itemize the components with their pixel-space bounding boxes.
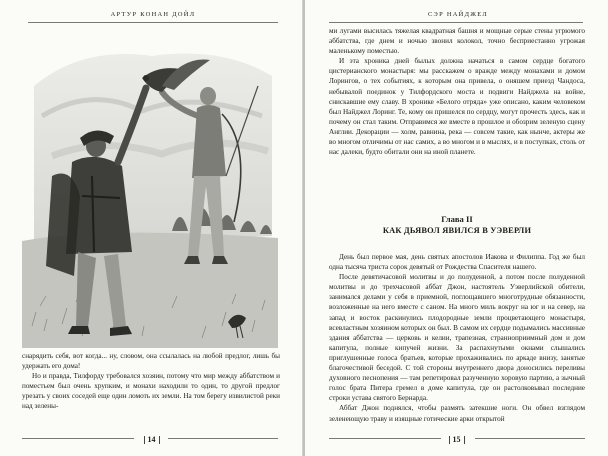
paragraph: снарядить себя, вот когда... ну, словом, она ссылалась на любой предлог, лишь бы удержать его дома! — [22, 352, 280, 371]
running-head-right: СЭР НАЙДЖЕЛ — [427, 11, 489, 18]
page-number-right — [305, 435, 608, 444]
folio-value: 15 — [449, 436, 465, 444]
paragraph: ми лугами высилась тяжелая квадратная башня и мощные серые стены угрюмого аббатства, где днем и ночью звонил колокол, точно бесприестанно угрожая маленькому поместью. — [329, 27, 585, 56]
chapter-heading — [329, 213, 585, 237]
header-rule-right — [329, 22, 583, 23]
left-body-text — [22, 351, 280, 412]
left-page — [0, 0, 303, 456]
illustration — [22, 26, 278, 348]
folio-value: 14 — [144, 436, 160, 444]
paragraph: Но и правда, Тилфорду требовался хозяин, потому что мир между аббатством и поместьем был очень хрупким, и монахи находили то один, то другой предлог урезать у своих соседей еще один ломоть их земли. На том берегу извилистой реки над зелены- — [22, 372, 280, 411]
right-page — [305, 0, 608, 456]
header-rule-left — [28, 22, 278, 23]
paragraph: Аббат Джон поднялся, чтобы размять затекшие ноги. Он обвел взглядом зеленеющую траву и изящные готические арки открытой — [329, 404, 585, 423]
page-number-left — [0, 435, 303, 444]
right-body-text-bottom — [329, 252, 585, 424]
illustration-drawing — [22, 26, 278, 348]
chapter-number: Глава II — [441, 214, 473, 224]
paragraph: После девятичасовой молитвы и до полуденной, а потом после полуденной молитвы и до трехчасовой аббат Джон, настоятель Уэверлийской обители, занимался делами у себя в приемной, поглощавшего многотрудные обязанности, возложенные на него вместе с саном. На много миль вокруг на юг и на север, на запад и восток раскинулись плодородные земли процветающего монастыря, всевластным хозяином которых он был. В самом их сердце подымались массивные здания аббатства — церковь и келии, трапезная, странноприимный дом и дом капитула, полные кипучей жизни. За распахнутыми окнами слышались приглушенные голоса братьев, которые прохаживались по аркаде внизу, занятые благочестивой беседой. С той стороны внутреннего двора доносились переливы духовного песнопения — там репетировал разученную хоровую партию, а зычный голос брата Питера гремел в доме капитула, где он растолковывал последние строки устава святого Бернарда. — [329, 273, 585, 403]
right-body-text-top — [329, 26, 585, 157]
chapter-title: КАК ДЬЯВОЛ ЯВИЛСЯ В УЭВЕРЛИ — [382, 226, 532, 235]
paragraph: День был первое мая, день святых апостолов Иакова и Филиппа. Год же был одна тысяча триста сорок девятый от Рождества Спасителя нашего. — [329, 253, 585, 272]
paragraph: И эта хроника дней былых должна начаться в самом сердце богатого цистерианского монастыря: мы расскажем о вражде между монахами и домом Лорингов, о тех событиях, к которым она привела, о оняшем приезд Чандоса, небывалой поединок у Тилфордского моста и подвиги Найджела на войне, снискавшие ему славу. В хронике «Белого отряда» уже описано, каким человеком был Найджел Лоринг. Те, кому он пришелся по сердцу, могут прочесть здесь, как и почему он стал таким. Отправимся же вместе в прошлое и обозрим зеленую сцену Англии. Декорации — холм, равнина, река — совсем такие, как нынче, актеры же во многом отличимы от нас самих, а во многом и в мыслях, и в поступках, столь от нас далеки, будто обитали они на иной планете. — [329, 57, 585, 157]
running-head-left: АРТУР КОНАН ДОЙЛ — [110, 11, 196, 18]
